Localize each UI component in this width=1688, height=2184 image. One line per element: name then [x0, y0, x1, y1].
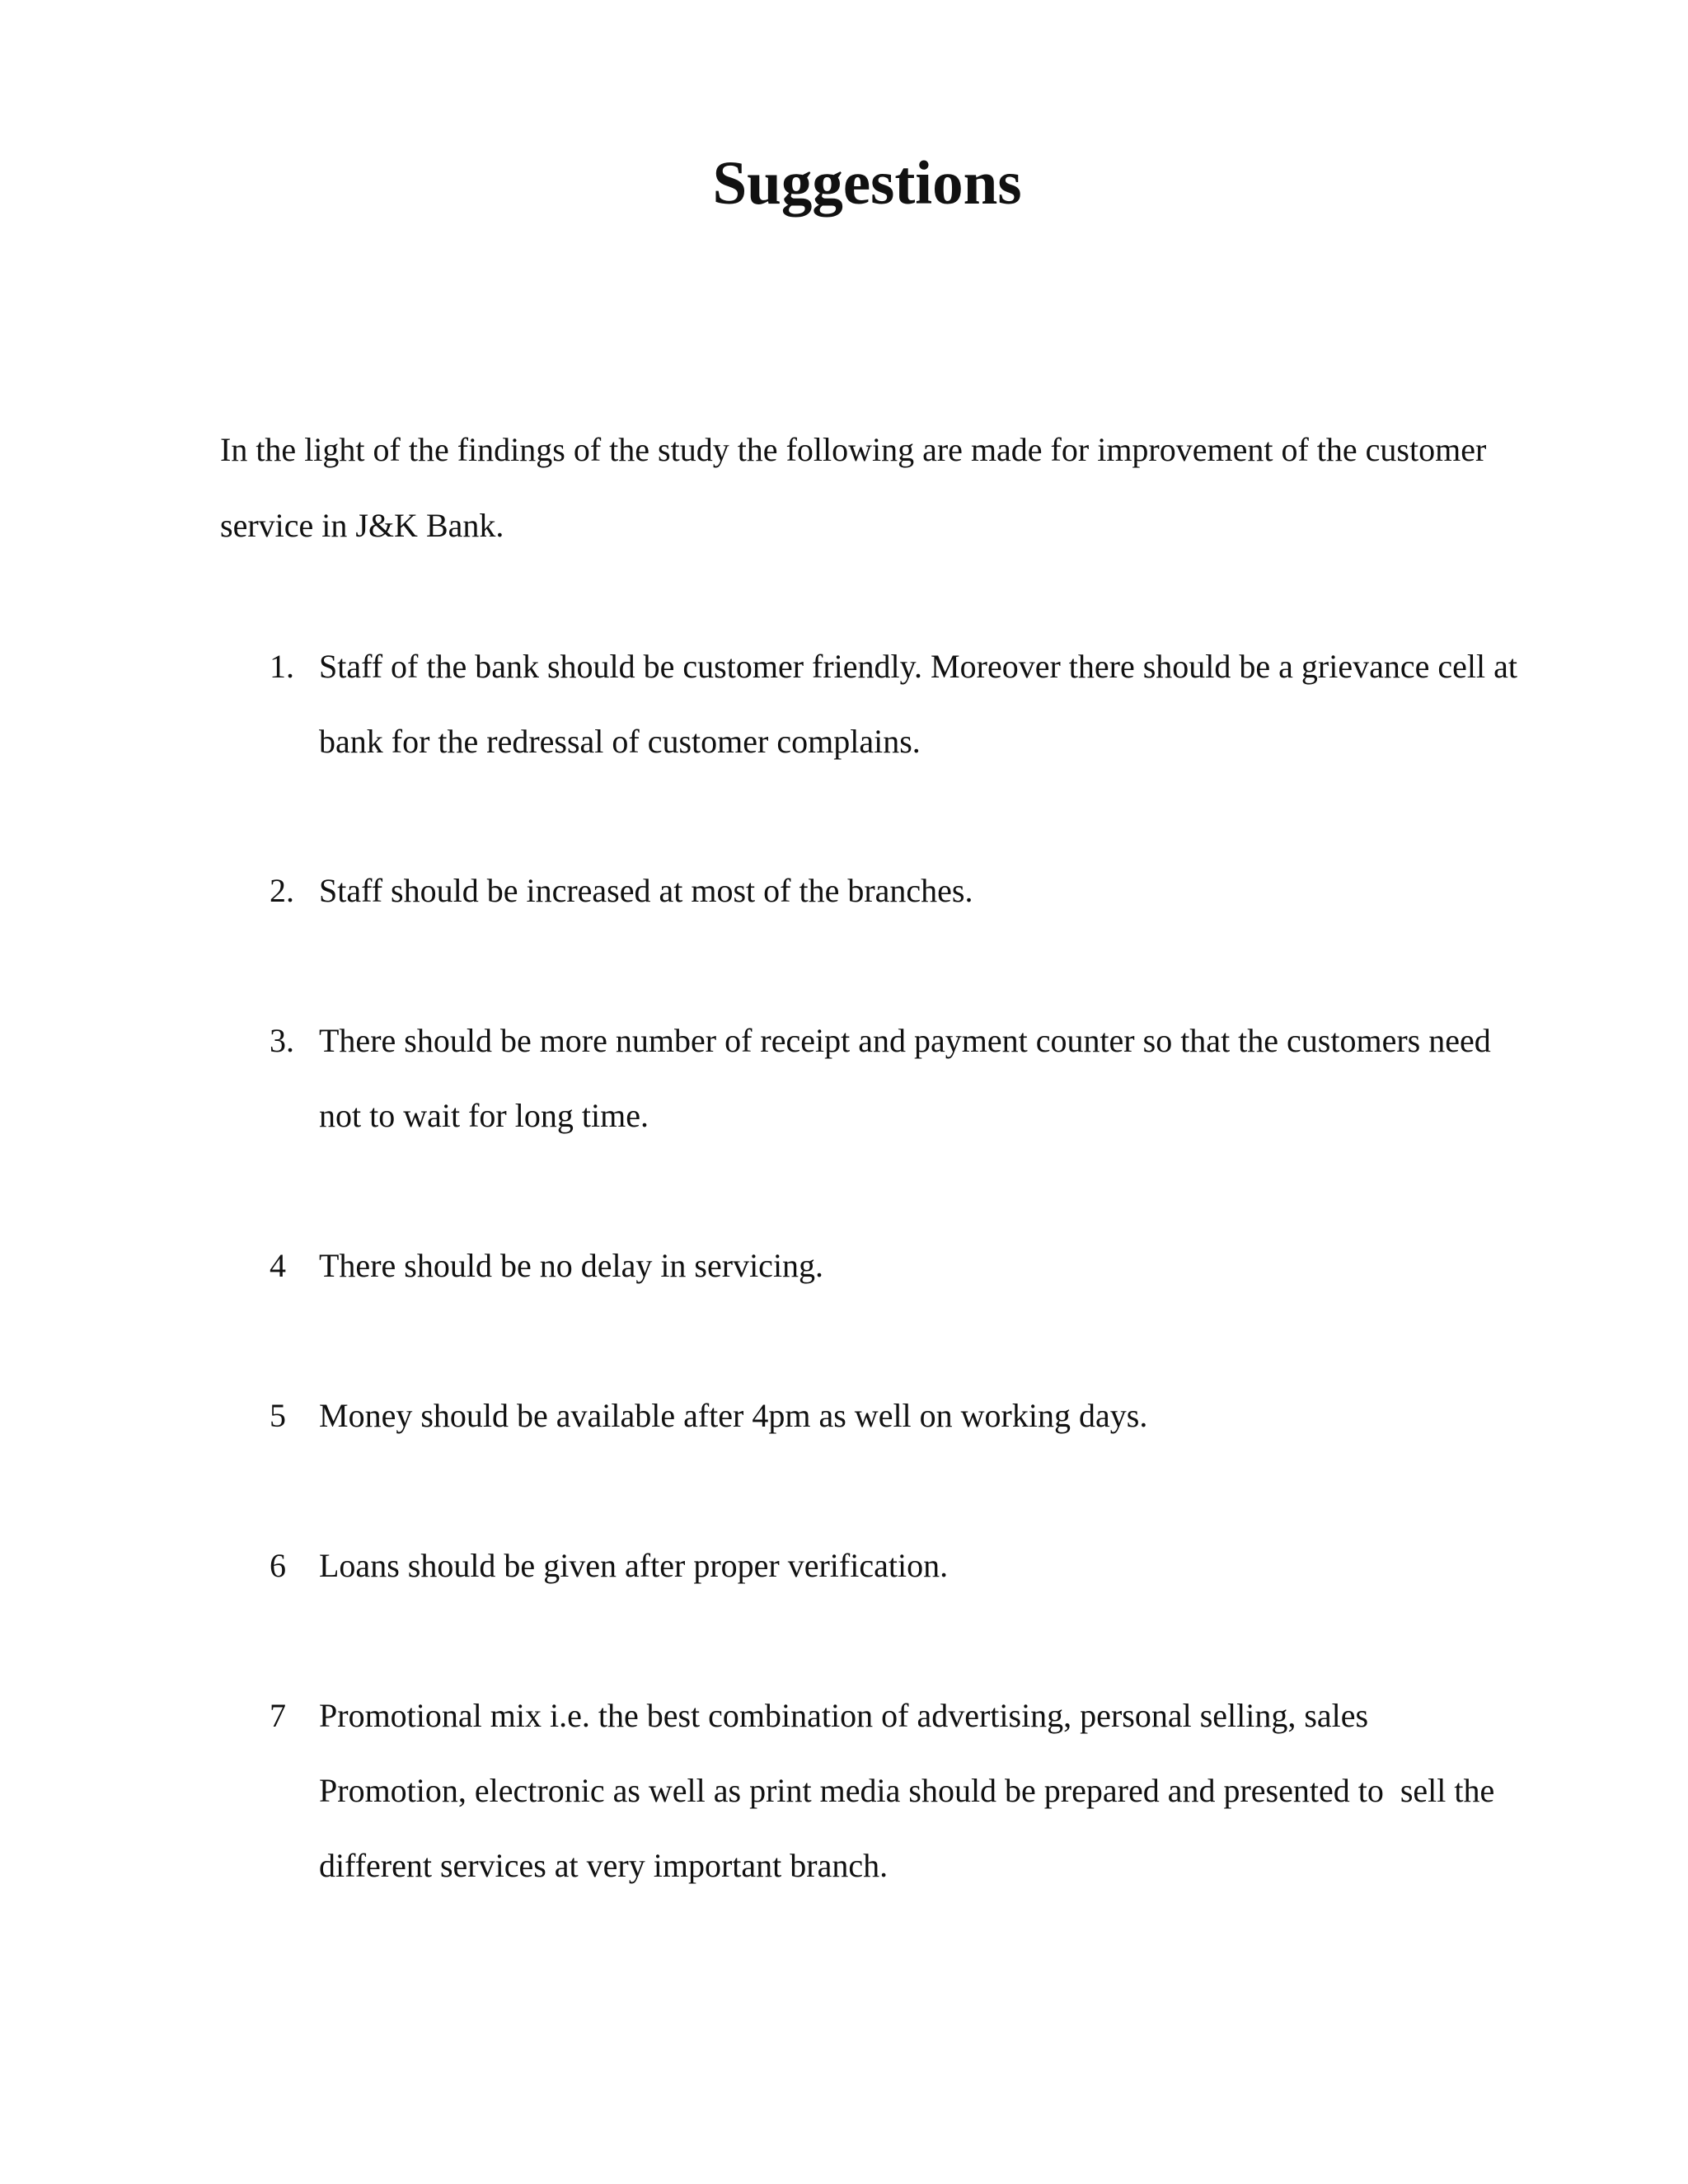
list-item-text: There should be more number of receipt and payment counter so that the customers need not to wait for long time.: [319, 1022, 1499, 1134]
list-item-text: There should be no delay in servicing.: [319, 1247, 824, 1284]
list-item-number: 2.: [270, 872, 294, 909]
list-item-text: Money should be available after 4pm as well on working days.: [319, 1397, 1148, 1434]
list-item-number: 5: [270, 1397, 286, 1434]
list-item-number: 6: [270, 1547, 286, 1584]
list-item-number: 4: [270, 1247, 286, 1284]
list-item-text: Staff should be increased at most of the branches.: [319, 872, 973, 909]
list-item-text: Loans should be given after proper verification.: [319, 1547, 949, 1584]
list-item-number: 7: [270, 1697, 286, 1734]
intro-paragraph: In the light of the findings of the study the following are made for improvement of the customer service in J&K Bank.: [220, 431, 1487, 544]
list-item-text: Staff of the bank should be customer friendly. Moreover there should be a grievance cell at bank for the redressal of customer complains.: [319, 648, 1526, 760]
list-item-text: Promotional mix i.e. the best combination of advertising, personal selling, sales Promotion, electronic as well as print media should be prepared and presented to sell the different services at very important branch.: [319, 1697, 1503, 1884]
list-item-number: 3.: [270, 1022, 294, 1059]
list-item-number: 1.: [270, 648, 294, 685]
page-title: Suggestions: [712, 149, 1022, 218]
